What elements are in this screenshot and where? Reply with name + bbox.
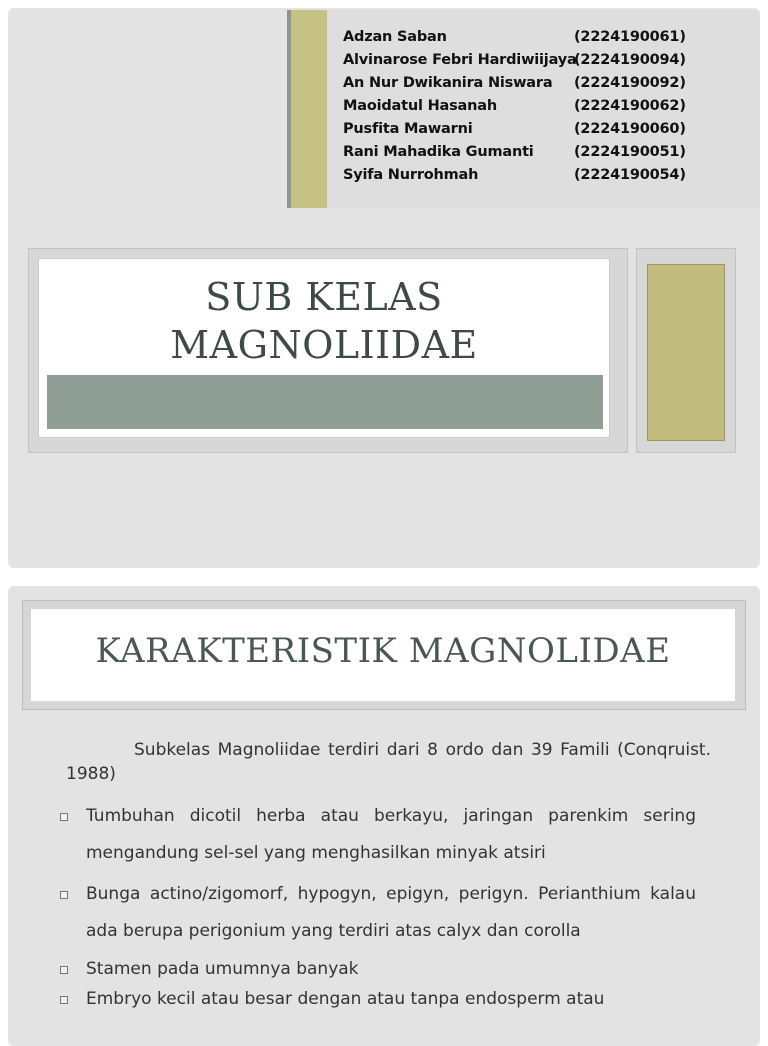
author-row <box>343 141 686 164</box>
bullet-text: Stamen pada umumnya banyak <box>86 959 359 979</box>
title-slide <box>8 8 760 568</box>
author-id: (2224190051) <box>574 144 686 160</box>
author-id: (2224190062) <box>574 98 686 114</box>
side-accent-block <box>647 264 725 441</box>
author-name: Alvinarose Febri Hardiwiijaya <box>343 52 577 68</box>
author-strip-gold <box>291 10 327 208</box>
author-id: (2224190092) <box>574 75 686 91</box>
author-row <box>343 72 686 95</box>
title-box <box>38 258 610 438</box>
slide-heading: KARAKTERISTIK MAGNOLIDAE <box>95 631 671 671</box>
author-name: An Nur Dwikanira Niswara <box>343 75 553 91</box>
side-frame <box>636 248 736 453</box>
author-id: (2224190054) <box>574 167 686 183</box>
square-bullet-icon <box>60 813 68 821</box>
author-row <box>343 118 686 141</box>
square-bullet-icon <box>60 891 68 899</box>
author-id: (2224190061) <box>574 29 686 45</box>
content-slide <box>8 586 760 1046</box>
bullet-text: Embryo kecil atau besar dengan atau tanpa endosperm atau <box>86 989 605 1009</box>
heading-box <box>31 609 735 701</box>
author-row <box>343 164 686 187</box>
slide-title <box>39 273 609 369</box>
heading-frame <box>22 600 746 710</box>
bullet-text: Tumbuhan dicotil herba atau berkayu, jaringan parenkim sering mengandung sel-sel yang menghasilkan minyak atsiri <box>86 806 696 863</box>
title-line-2: MAGNOLIIDAE <box>170 323 478 367</box>
author-name: Adzan Saban <box>343 29 447 45</box>
bullet-item <box>56 876 696 950</box>
bullet-item <box>56 954 696 984</box>
intro-paragraph: Subkelas Magnoliidae terdiri dari 8 ordo dan 39 Famili (Conqruist. 1988) <box>66 740 711 784</box>
title-line-1: SUB KELAS <box>205 275 443 319</box>
title-band <box>47 375 603 429</box>
square-bullet-icon <box>60 966 68 974</box>
author-id: (2224190060) <box>574 121 686 137</box>
bullet-list <box>56 798 696 1014</box>
author-row <box>343 49 686 72</box>
author-name: Pusfita Mawarni <box>343 121 473 137</box>
author-name: Maoidatul Hasanah <box>343 98 497 114</box>
author-name: Syifa Nurrohmah <box>343 167 479 183</box>
bullet-text: Bunga actino/zigomorf, hypogyn, epigyn, perigyn. Perianthium kalau ada berupa perigonium yang terdiri atas calyx dan corolla <box>86 884 696 941</box>
bullet-item <box>56 798 696 872</box>
author-id: (2224190094) <box>574 52 686 68</box>
author-row <box>343 26 686 49</box>
bullet-item <box>56 984 696 1014</box>
square-bullet-icon <box>60 996 68 1004</box>
author-list <box>343 26 686 187</box>
title-frame <box>28 248 628 453</box>
author-row <box>343 95 686 118</box>
author-name: Rani Mahadika Gumanti <box>343 144 534 160</box>
